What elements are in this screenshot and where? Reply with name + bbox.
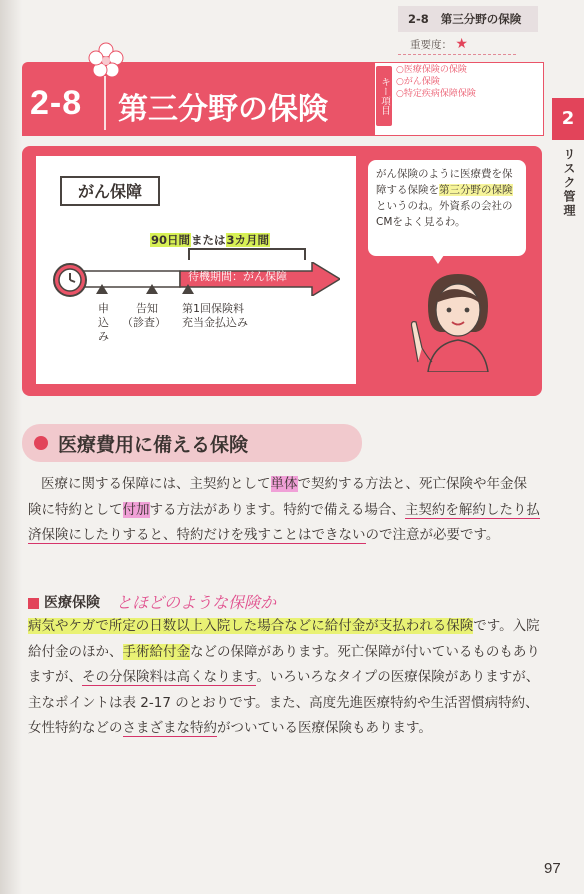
woman-illustration: [398, 262, 518, 372]
underline-premium: その分保険料は高くなります: [82, 669, 257, 685]
highlight-rider: 付加: [122, 501, 150, 518]
flower-icon: [86, 40, 126, 80]
running-header-number: 2-8: [408, 12, 429, 26]
bullet-dot-icon: [34, 436, 48, 450]
paragraph-medical-coverage: 医療に関する保障には、主契約として単体で契約する方法と、死亡保険や年金保険に特約として付加する方法があります。特約で備える場合、主契約を解約したり払済保険にしたりすると、特約だけを残すことはできないので注意が必要です。: [28, 476, 540, 543]
chapter-tab-label: リスク管理: [562, 148, 576, 218]
keyword-tag: キー項目: [376, 66, 392, 126]
underline-various-riders: さまざまな特約: [122, 720, 217, 736]
importance-rating: [410, 36, 468, 52]
waiting-period-label: 待機期間：がん保障: [188, 270, 287, 283]
keyword-list: [396, 64, 476, 100]
timeline-label-payment: 第1回保険料 充当金払込み: [182, 302, 248, 329]
running-header-title: 第三分野の保険: [440, 12, 522, 26]
keyword-item: ○特定疾病保障保険: [396, 89, 476, 99]
highlight-surgery-benefit: 手術給付金: [122, 643, 190, 660]
keyword-item: ○医療保険の保険: [396, 65, 467, 75]
highlight-definition: 病気やケガで所定の日数以上入院した場合などに給付金が支払われる保険: [28, 618, 474, 634]
period-days: 90日間: [151, 233, 191, 247]
marker-payment: [182, 284, 194, 294]
subheading-square-icon: [28, 598, 39, 609]
page-number: 97: [544, 860, 561, 877]
period-bracket: [188, 248, 306, 260]
banner-section-number: 2-8: [30, 84, 83, 122]
clock-icon: [52, 262, 88, 298]
star-icon: ★: [455, 36, 468, 52]
marker-apply: [96, 284, 108, 294]
speech-bubble: がん保険のように医療費を保障する保険を第三分野の保険というのね。外資系の会社のCMをよく見るわ。: [368, 160, 526, 256]
period-months: 3カ月間: [226, 233, 270, 247]
bubble-highlight: 第三分野の保険: [439, 184, 513, 196]
paragraph-medical-insurance: 病気やケガで所定の日数以上入院した場合などに給付金が支払われる保険です。入院給付金のほか、手術給付金などの保障があります。死亡保障が付いているものもありますが、その分保険料は高くなります。いろいろなタイプの医療保険がありますが、主なポイントは表 2-17 のとおりです。また、高度先進医療特約や生活習慣病特約、女性特約などのさまざまな特約がついている医療保険もあります。: [28, 618, 540, 736]
underline-rider-warning: 主契約を解約したり払済保険にしたりすると、特約だけを残すことはできない: [28, 501, 540, 543]
chapter-tab-number: 2: [552, 98, 584, 140]
handwritten-note: とほどのような保険か: [116, 593, 277, 612]
marker-notice: [146, 284, 158, 294]
subheading: 医療保険: [44, 595, 100, 611]
period-label: [150, 232, 270, 248]
page-gutter-shadow: [0, 0, 22, 894]
highlight-standalone: 単体: [270, 476, 298, 492]
section-heading: 医療費用に備える保険: [58, 434, 249, 456]
keyword-item: ○がん保険: [396, 77, 440, 87]
product-label: がん保障: [60, 176, 160, 206]
period-connector: または: [191, 233, 226, 247]
banner-title: 第三分野の保険: [118, 92, 328, 127]
importance-label: 重要度：: [410, 39, 452, 51]
banner-divider: [104, 76, 106, 130]
timeline-label-notice: 告知 （診査）: [122, 302, 166, 329]
running-header: [398, 6, 538, 32]
importance-divider: [398, 54, 516, 55]
timeline-label-apply: 申 込 み: [98, 302, 109, 343]
